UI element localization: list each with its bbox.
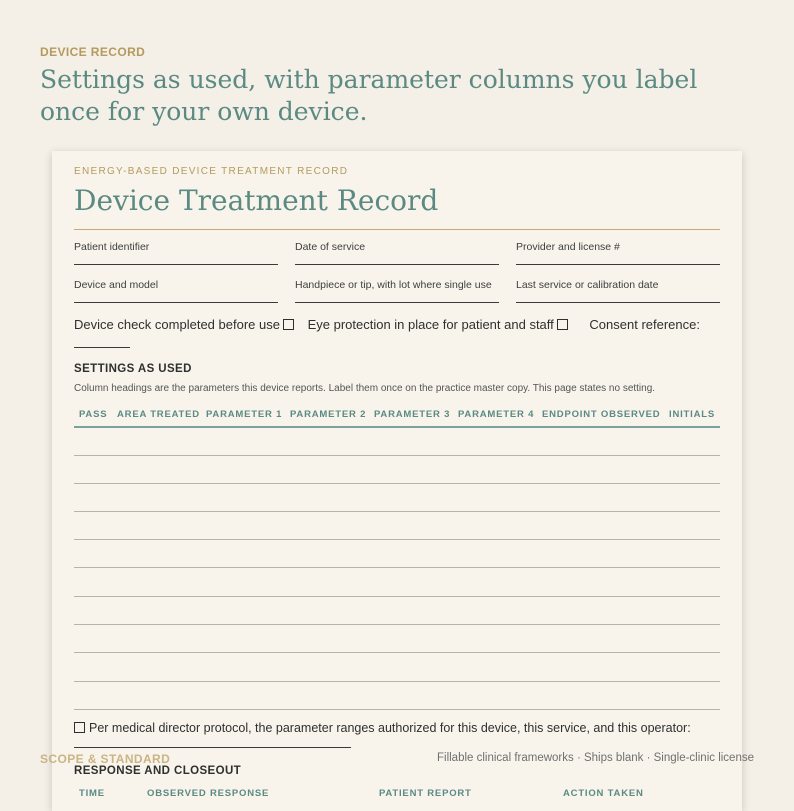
- column-header: ENDPOINT OBSERVED: [542, 409, 661, 420]
- consent-label: Consent reference:: [589, 317, 700, 332]
- table-row[interactable]: [74, 709, 720, 710]
- footer-left-label: SCOPE & STANDARD: [40, 752, 171, 766]
- table-row[interactable]: [74, 483, 720, 484]
- column-header: ACTION TAKEN: [563, 788, 644, 799]
- eye-protection-item: [308, 317, 568, 332]
- sheet-kicker: ENERGY-BASED DEVICE TREATMENT RECORD: [74, 166, 349, 177]
- table-row[interactable]: [74, 681, 720, 682]
- settings-heading: SETTINGS AS USED: [74, 363, 192, 375]
- table-row[interactable]: [74, 539, 720, 540]
- table-row[interactable]: [74, 567, 720, 568]
- column-header: OBSERVED RESPONSE: [147, 788, 270, 799]
- checklist-row: [74, 317, 710, 332]
- field-line: [295, 264, 499, 265]
- footer-right-text: Fillable clinical frameworks · Ships blank · Single-clinic license: [436, 752, 754, 764]
- calibration-date-field[interactable]: [516, 279, 720, 291]
- device-check-checkbox[interactable]: [283, 319, 294, 330]
- field-line: [74, 264, 278, 265]
- page-headline: Settings as used, with parameter columns you label once for your own device.: [40, 65, 698, 126]
- patient-identifier-field[interactable]: [74, 241, 278, 253]
- column-header: PARAMETER 1: [206, 409, 283, 420]
- handpiece-field[interactable]: [295, 279, 499, 291]
- column-header: PARAMETER 3: [374, 409, 451, 420]
- field-label: Provider and license #: [516, 241, 620, 253]
- device-model-field[interactable]: [74, 279, 278, 291]
- page-eyebrow: DEVICE RECORD: [40, 45, 146, 59]
- column-header: AREA TREATED: [117, 409, 200, 420]
- device-check-item: [74, 317, 294, 332]
- protocol-label: Per medical director protocol, the parameter ranges authorized for this device, this service, and this operator:: [89, 721, 691, 735]
- settings-note: Column headings are the parameters this device reports. Label them once on the practice master copy. This page states no setting.: [74, 383, 656, 394]
- provider-license-field[interactable]: [516, 241, 720, 253]
- column-header: TIME: [79, 788, 105, 799]
- consent-reference-line[interactable]: [74, 347, 130, 348]
- eye-protection-checkbox[interactable]: [557, 319, 568, 330]
- field-line: [516, 302, 720, 303]
- consent-item: [589, 317, 700, 332]
- field-label: Device and model: [74, 279, 159, 291]
- eye-protection-label: Eye protection in place for patient and staff: [307, 317, 554, 332]
- field-label: Last service or calibration date: [516, 279, 659, 291]
- field-line: [74, 302, 278, 303]
- field-line: [295, 302, 499, 303]
- protocol-item: [74, 721, 691, 735]
- table-row[interactable]: [74, 455, 720, 456]
- column-header: PASS: [79, 409, 108, 420]
- protocol-entry-line[interactable]: [74, 747, 351, 748]
- field-line: [516, 264, 720, 265]
- field-label: Patient identifier: [74, 241, 150, 253]
- device-check-label: Device check completed before use: [74, 317, 280, 332]
- field-label: Date of service: [295, 241, 366, 253]
- field-label: Handpiece or tip, with lot where single use: [295, 279, 492, 291]
- column-header: PARAMETER 4: [458, 409, 535, 420]
- column-header: PATIENT REPORT: [379, 788, 472, 799]
- table-row[interactable]: [74, 511, 720, 512]
- sheet-title: Device Treatment Record: [74, 184, 439, 217]
- column-header: PARAMETER 2: [290, 409, 367, 420]
- column-header: INITIALS: [669, 409, 715, 420]
- title-divider: [74, 229, 720, 230]
- table-row[interactable]: [74, 596, 720, 597]
- protocol-checkbox[interactable]: [74, 722, 85, 733]
- table-header-rule: [74, 426, 720, 428]
- response-heading: RESPONSE AND CLOSEOUT: [74, 765, 242, 777]
- record-sheet: [52, 151, 742, 811]
- table-row[interactable]: [74, 652, 720, 653]
- date-of-service-field[interactable]: [295, 241, 499, 253]
- table-row[interactable]: [74, 624, 720, 625]
